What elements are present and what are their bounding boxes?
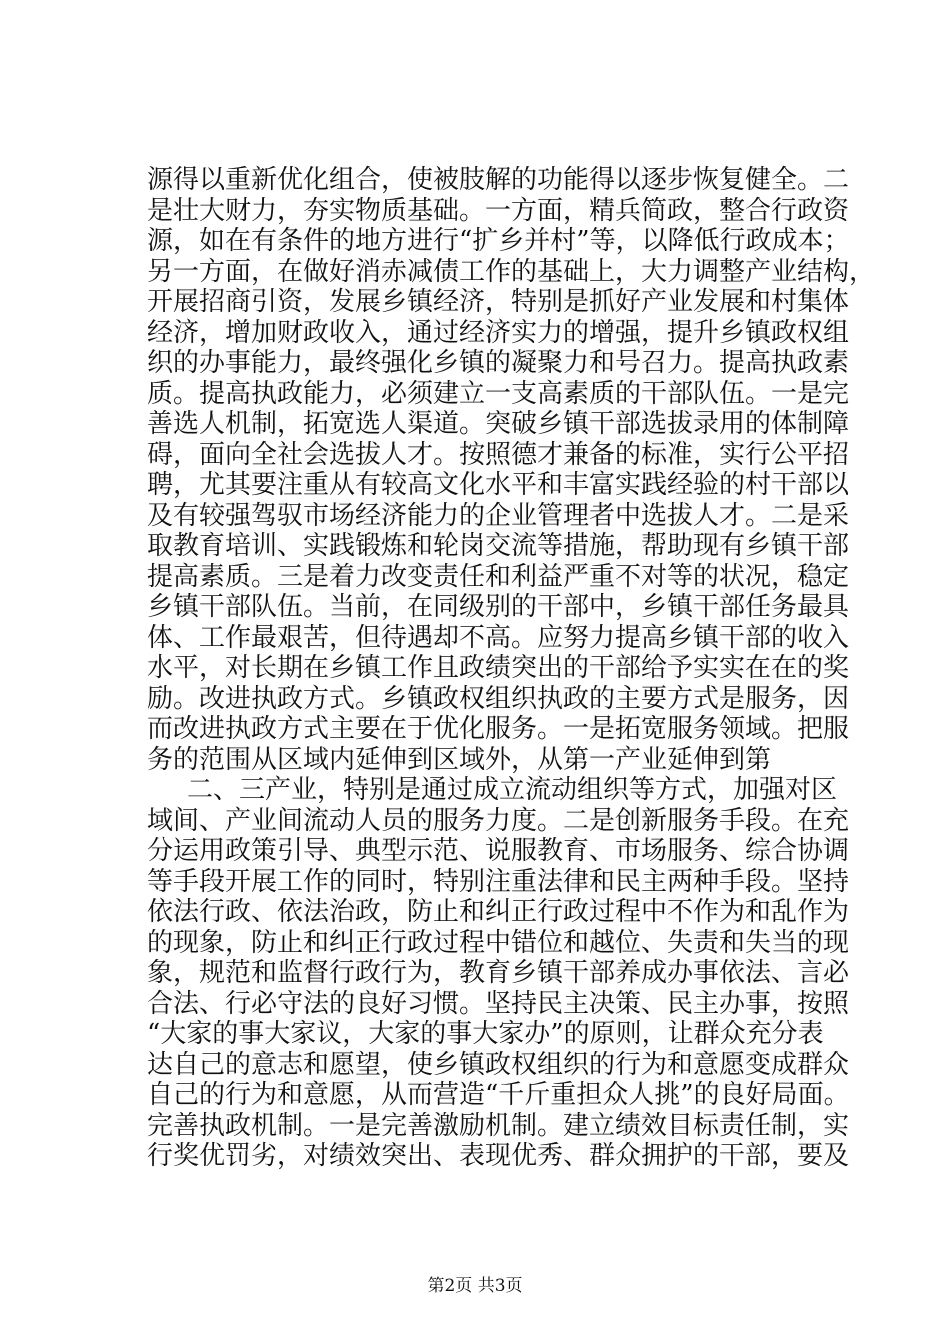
body-text: [147, 165, 876, 1172]
text-line: 源，如在有条件的地方进行“扩乡并村”等，以降低行政成本；: [147, 226, 850, 256]
page-number-footer: 第2页 共3页: [427, 1276, 523, 1296]
text-line: 提高素质。三是着力改变责任和利益严重不对等的状况，稳定: [147, 561, 850, 592]
text-line: 域间、产业间流动人员的服务力度。二是创新服务手段。在充: [147, 805, 850, 836]
text-line: 行奖优罚劣，对绩效突出、表现优秀、群众拥护的干部，要及: [147, 1141, 850, 1171]
text-line: 而改进执政方式主要在于优化服务。一是拓宽服务领域。把服: [147, 714, 850, 744]
text-line: 励。改进执政方式。乡镇政权组织执政的主要方式是服务，因: [147, 683, 850, 714]
text-line: 自己的行为和意愿，从而营造“千斤重担众人挑”的良好局面。: [147, 1080, 850, 1110]
text-line: 完善执政机制。一是完善激励机制。建立绩效目标责任制，实: [147, 1110, 850, 1141]
text-line: 等手段开展工作的同时，特别注重法律和民主两种手段。坚持: [147, 866, 850, 897]
text-line: 经济，增加财政收入，通过经济实力的增强，提升乡镇政权组: [147, 317, 850, 348]
text-line: 源得以重新优化组合，使被肢解的功能得以逐步恢复健全。二: [147, 165, 850, 195]
text-line: 达自己的意志和愿望，使乡镇政权组织的行为和意愿变成群众: [147, 1049, 850, 1080]
text-line: 质。提高执政能力，必须建立一支高素质的干部队伍。一是完: [147, 378, 850, 409]
text-line: 另一方面，在做好消赤减债工作的基础上，大力调整产业结构，: [147, 256, 876, 287]
text-line: 取教育培训、实践锻炼和轮岗交流等措施，帮助现有乡镇干部: [147, 531, 850, 561]
text-line-indented: 二、三产业，特别是通过成立流动组织等方式，加强对区: [187, 775, 838, 805]
text-line: 善选人机制，拓宽选人渠道。突破乡镇干部选拔录用的体制障: [147, 409, 850, 439]
text-line: 织的办事能力，最终强化乡镇的凝聚力和号召力。提高执政素: [147, 348, 850, 378]
text-line: 及有较强驾驭市场经济能力的企业管理者中选拔人才。二是采: [147, 500, 850, 531]
text-line: 象，规范和监督行政行为，教育乡镇干部养成办事依法、言必: [147, 958, 850, 988]
text-line: 水平，对长期在乡镇工作且政绩突出的干部给予实实在在的奖: [147, 653, 850, 683]
text-line: 的现象，防止和纠正行政过程中错位和越位、失责和失当的现: [147, 927, 850, 958]
text-line: 务的范围从区域内延伸到区域外，从第一产业延伸到第: [147, 744, 772, 775]
text-line: “大家的事大家议，大家的事大家办”的原则，让群众充分表: [147, 1019, 824, 1049]
text-line: 聘，尤其要注重从有较高文化水平和丰富实践经验的村干部以: [147, 470, 850, 500]
text-line: 体、工作最艰苦，但待遇却不高。应努力提高乡镇干部的收入: [147, 622, 850, 653]
text-line: 是壮大财力，夯实物质基础。一方面，精兵简政，整合行政资: [147, 195, 850, 226]
text-line: 乡镇干部队伍。当前，在同级别的干部中，乡镇干部任务最具: [147, 592, 850, 622]
text-line: 依法行政、依法治政，防止和纠正行政过程中不作为和乱作为: [147, 897, 850, 927]
text-line: 碍，面向全社会选拔人才。按照德才兼备的标准，实行公平招: [147, 439, 850, 470]
text-line: 合法、行必守法的良好习惯。坚持民主决策、民主办事，按照: [147, 988, 850, 1019]
text-line: 分运用政策引导、典型示范、说服教育、市场服务、综合协调: [147, 836, 850, 866]
text-line: 开展招商引资，发展乡镇经济，特别是抓好产业发展和村集体: [147, 287, 850, 317]
